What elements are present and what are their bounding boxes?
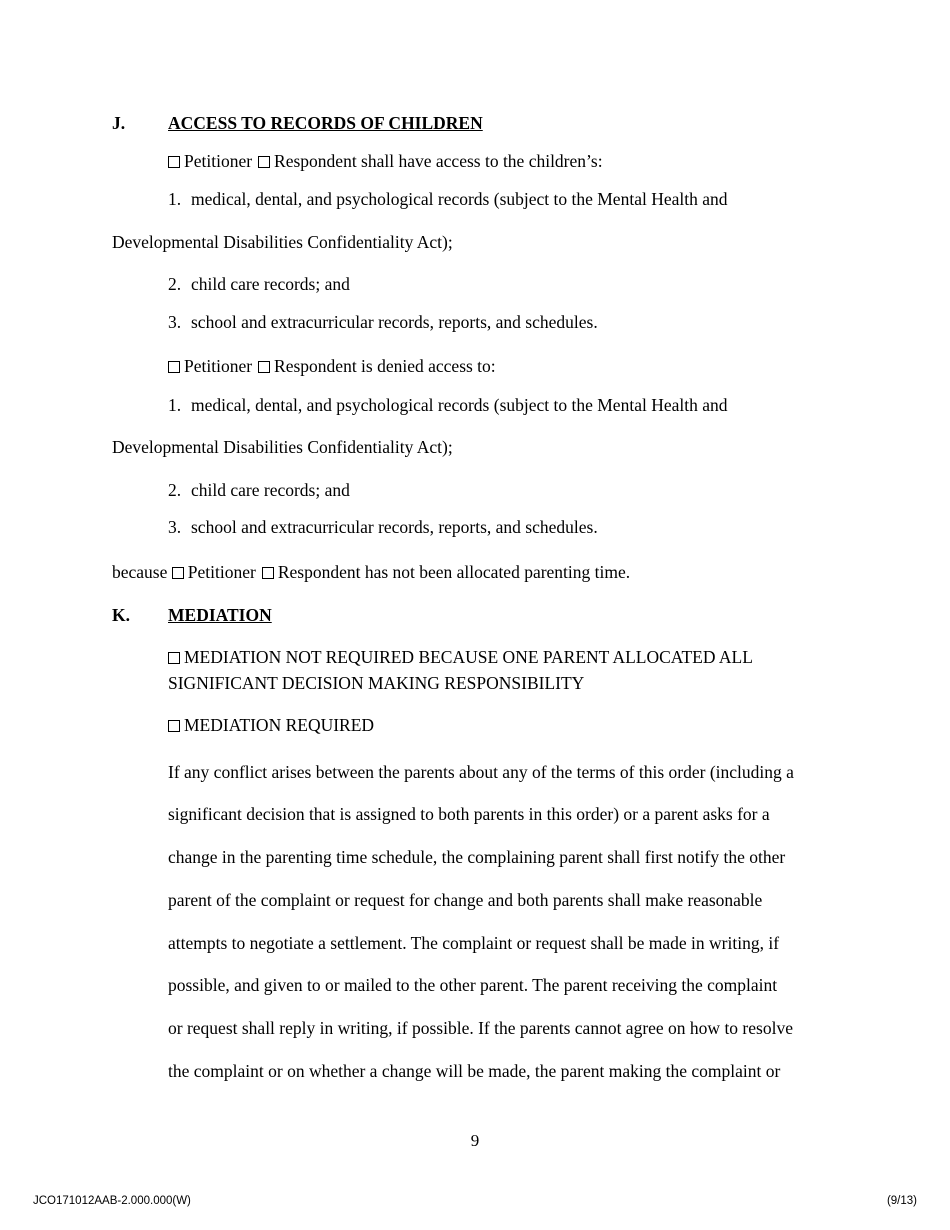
access-options-line (168, 151, 603, 172)
denied-item-2-text: child care records; and (191, 480, 350, 500)
section-j-letter: J. (112, 113, 126, 133)
page-number: 9 (470, 1131, 480, 1150)
access-item-3 (168, 312, 598, 333)
petitioner-because-checkbox[interactable] (172, 567, 184, 579)
because-line (112, 562, 630, 583)
mediation-paragraph-line: If any conflict arises between the parents about any of the terms of this order (including a (168, 762, 794, 782)
petitioner-access-checkbox[interactable] (168, 156, 180, 168)
section-j-title: ACCESS TO RECORDS OF CHILDREN (168, 113, 483, 133)
mediation-paragraph-line: change in the parenting time schedule, the complaining parent shall first notify the other (168, 847, 786, 867)
item-number: 1. (168, 189, 182, 209)
mediation-not-required-option (168, 647, 753, 668)
denied-item-1-text: medical, dental, and psychological records (subject to the Mental Health and (191, 395, 728, 415)
item-number: 2. (168, 274, 182, 294)
access-item-2-text: child care records; and (191, 274, 350, 294)
access-item-2 (168, 274, 350, 295)
denied-item-2 (168, 480, 350, 501)
item-number: 3. (168, 517, 182, 537)
respondent-access-checkbox[interactable] (258, 156, 270, 168)
mediation-not-required-label-2: SIGNIFICANT DECISION MAKING RESPONSIBILITY (168, 673, 585, 693)
mediation-paragraph-line: significant decision that is assigned to both parents in this order) or a parent asks for a (168, 804, 770, 824)
denied-item-3-text: school and extracurricular records, reports, and schedules. (191, 517, 598, 537)
respondent-denied-label: Respondent is denied access to: (274, 356, 496, 376)
mediation-required-label: MEDIATION REQUIRED (184, 715, 375, 735)
petitioner-denied-label: Petitioner (184, 356, 253, 376)
item-number: 2. (168, 480, 182, 500)
access-item-1 (168, 189, 727, 210)
petitioner-denied-checkbox[interactable] (168, 361, 180, 373)
mediation-paragraph-line: possible, and given to or mailed to the other parent. The parent receiving the complaint (168, 975, 778, 995)
footer-doc-id: JCO171012AAB-2.000.000(W) (33, 1195, 191, 1207)
mediation-paragraph-line: the complaint or on whether a change will be made, the parent making the complaint or (168, 1061, 781, 1081)
mediation-not-required-checkbox[interactable] (168, 652, 180, 664)
mediation-required-option (168, 715, 374, 736)
footer-page-of: (9/13) (886, 1195, 917, 1207)
access-item-3-text: school and extracurricular records, reports, and schedules. (191, 312, 598, 332)
mediation-required-checkbox[interactable] (168, 720, 180, 732)
access-item-1-continuation: Developmental Disabilities Confidentiality Act); (112, 232, 453, 252)
mediation-not-required-label-1: MEDIATION NOT REQUIRED BECAUSE ONE PARENT ALLOCATED ALL (184, 647, 753, 667)
petitioner-access-label: Petitioner (184, 151, 253, 171)
section-k-title: MEDIATION (168, 605, 272, 625)
mediation-paragraph-line: attempts to negotiate a settlement. The complaint or request shall be made in writing, if (168, 933, 780, 953)
denied-item-1 (168, 395, 727, 416)
respondent-denied-checkbox[interactable] (258, 361, 270, 373)
respondent-because-label: Respondent has not been allocated parenting time. (277, 562, 631, 582)
denied-options-line (168, 356, 496, 377)
respondent-access-label: Respondent shall have access to the children’s: (274, 151, 603, 171)
access-item-1-text: medical, dental, and psychological records (subject to the Mental Health and (191, 189, 728, 209)
petitioner-because-label: Petitioner (187, 562, 256, 582)
respondent-because-checkbox[interactable] (262, 567, 274, 579)
item-number: 1. (168, 395, 182, 415)
mediation-paragraph-line: or request shall reply in writing, if possible. If the parents cannot agree on how to resolve (168, 1018, 793, 1038)
denied-item-3 (168, 517, 598, 538)
denied-item-1-continuation: Developmental Disabilities Confidentiality Act); (112, 437, 453, 457)
item-number: 3. (168, 312, 182, 332)
mediation-paragraph-line: parent of the complaint or request for change and both parents shall make reasonable (168, 890, 763, 910)
section-k-letter: K. (112, 605, 130, 625)
because-prefix: because (112, 562, 168, 582)
